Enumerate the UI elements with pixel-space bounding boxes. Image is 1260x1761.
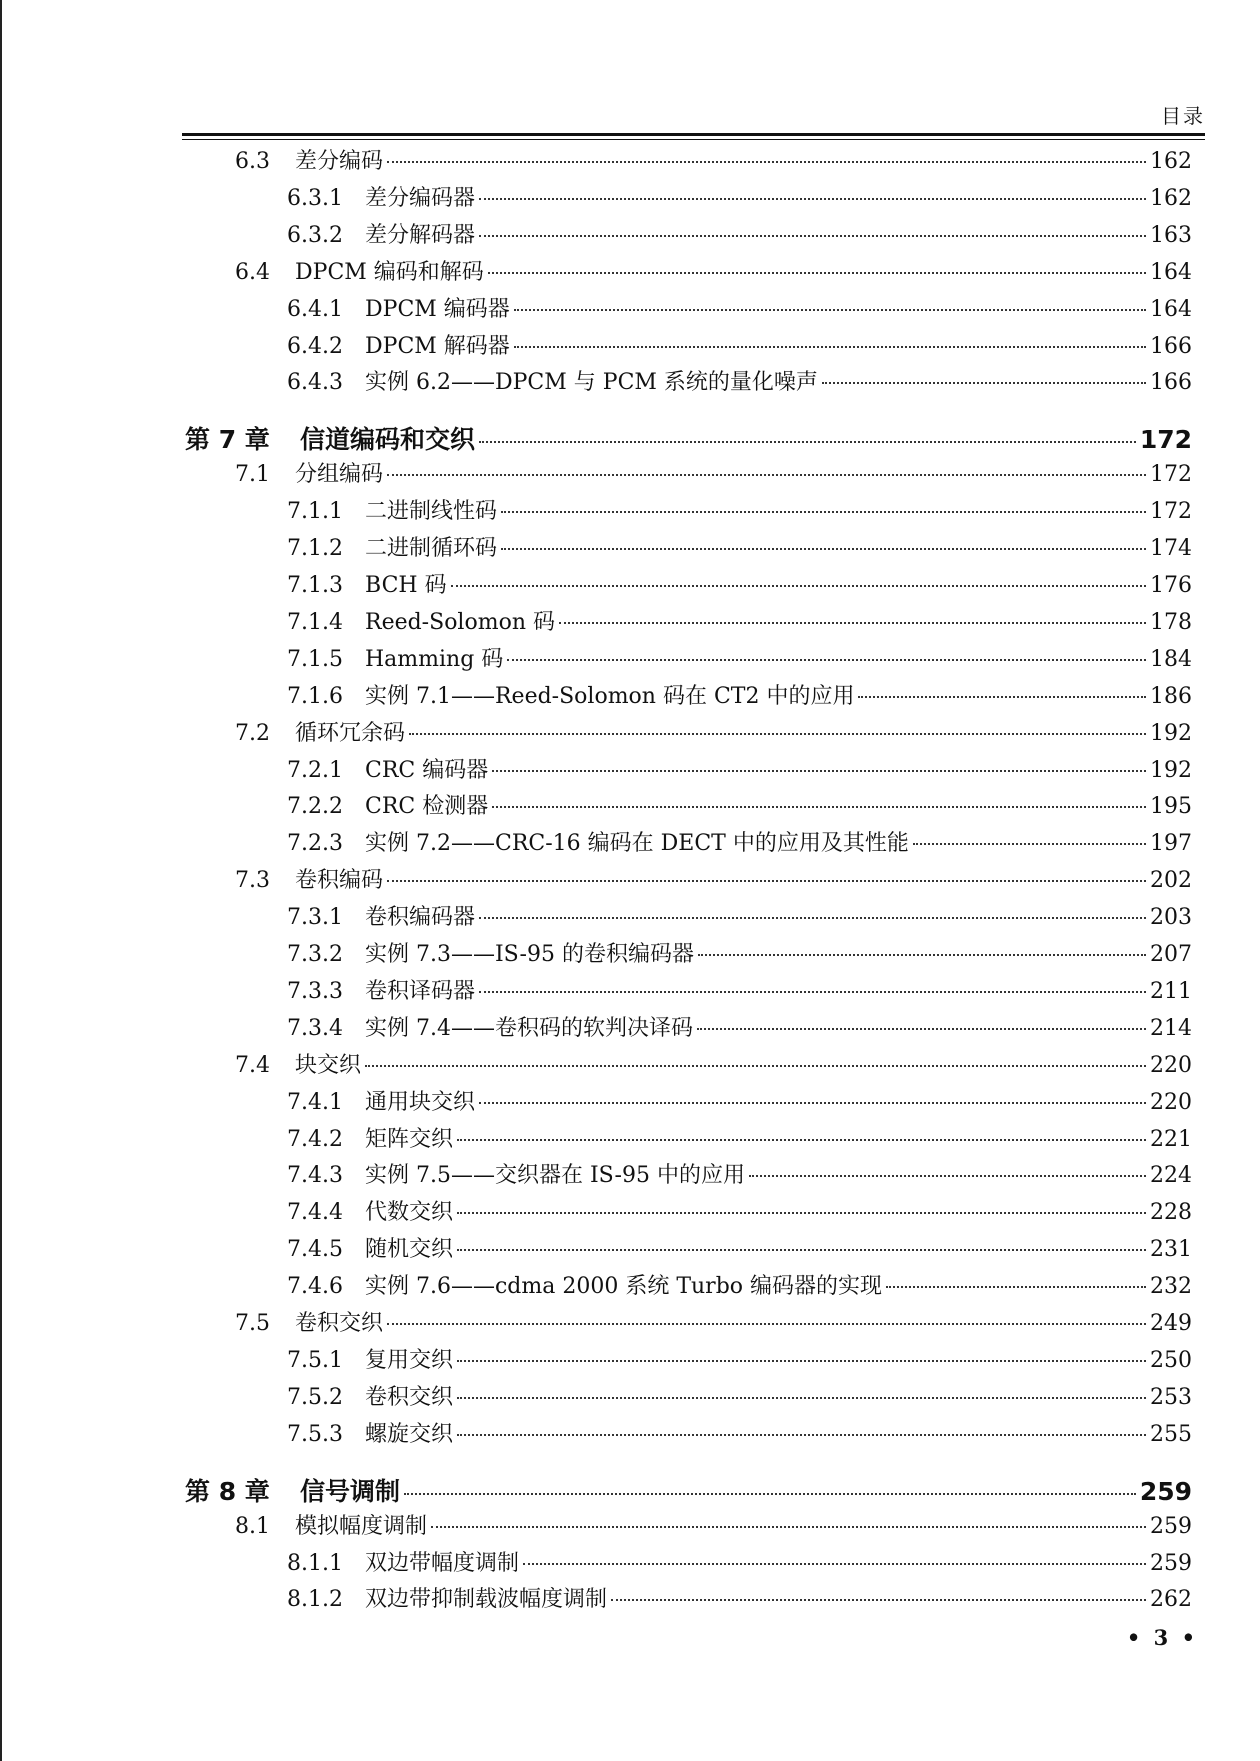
- toc-entry-title: 矩阵交织: [365, 1126, 454, 1152]
- toc-subsection-entry[interactable]: [287, 1011, 1192, 1047]
- toc-entry-page: 172: [1139, 425, 1192, 455]
- toc-entry-page: 220: [1150, 1052, 1192, 1078]
- toc-entry-page: 166: [1150, 333, 1192, 359]
- dot-leader: [611, 1599, 1146, 1601]
- dot-leader: [749, 1175, 1146, 1177]
- toc-entry-number: 7.1: [235, 462, 270, 488]
- toc-entry-page: 255: [1150, 1421, 1192, 1447]
- toc-section-entry[interactable]: [235, 144, 1192, 180]
- dot-leader: [404, 1493, 1136, 1495]
- toc-entry-number: 6.4.1: [287, 296, 343, 322]
- toc-entry-page: 172: [1150, 499, 1192, 525]
- toc-entry-page: 259: [1139, 1476, 1192, 1506]
- toc-entry-title: 信道编码和交织: [300, 425, 476, 455]
- toc-section-entry[interactable]: [235, 1509, 1192, 1545]
- toc-entry-number: 6.4.2: [287, 333, 343, 359]
- toc-entry-number: 7.5.1: [287, 1347, 343, 1373]
- toc-entry-title: Reed-Solomon 码: [365, 609, 555, 635]
- toc-entry-number: 7.3.3: [287, 978, 343, 1004]
- toc-entry-page: 224: [1150, 1163, 1192, 1189]
- toc-entry-number: 7.2: [235, 720, 270, 746]
- toc-entry-number: 7.3.1: [287, 905, 343, 931]
- toc-entry-page: 214: [1150, 1015, 1192, 1041]
- toc-subsection-entry[interactable]: [287, 1546, 1192, 1582]
- toc-entry-page: 249: [1150, 1311, 1192, 1336]
- page-number: • 3 •: [1126, 1625, 1198, 1650]
- toc-entry-page: 262: [1150, 1587, 1192, 1613]
- toc-entry-title: 实例 7.6——cdma 2000 系统 Turbo 编码器的实现: [365, 1274, 883, 1300]
- dot-leader: [387, 474, 1146, 476]
- toc-entry-page: 178: [1150, 609, 1192, 635]
- dot-leader: [457, 1139, 1146, 1141]
- toc-entry-title: 块交织: [295, 1052, 362, 1078]
- toc-subsection-entry[interactable]: [287, 292, 1192, 328]
- toc-entry-number: 7.2.1: [287, 757, 343, 783]
- toc-entry-page: 202: [1150, 868, 1192, 894]
- toc-entry-page: 228: [1150, 1200, 1192, 1226]
- toc-entry-number: 6.4.3: [287, 370, 343, 396]
- toc-entry-number: 7.3.4: [287, 1015, 343, 1041]
- toc-subsection-entry[interactable]: [287, 329, 1192, 365]
- toc-entry-page: 211: [1150, 978, 1192, 1004]
- toc-entry-title: 实例 7.4——卷积码的软判决译码: [365, 1015, 693, 1041]
- toc-entry-title: 实例 7.2——CRC-16 编码在 DECT 中的应用及其性能: [365, 831, 909, 857]
- toc-entry-number: 8.1.1: [287, 1550, 343, 1576]
- toc-entry-number: 7.2.2: [287, 794, 343, 820]
- toc-entry-title: 二进制循环码: [365, 536, 498, 562]
- toc-entry-number: 7.3.2: [287, 942, 343, 967]
- dot-leader: [479, 235, 1146, 237]
- dot-leader: [479, 198, 1146, 200]
- toc-entry-number: 7.2.3: [287, 831, 343, 857]
- dot-leader: [501, 511, 1146, 513]
- toc-subsection-entry[interactable]: [287, 1085, 1192, 1121]
- dot-leader: [507, 659, 1146, 661]
- toc-entry-title: 差分编码: [295, 149, 384, 174]
- toc-subsection-entry[interactable]: [287, 1232, 1192, 1268]
- toc-entry-title: BCH 码: [365, 573, 447, 598]
- toc-subsection-entry[interactable]: [287, 974, 1192, 1010]
- toc-entry-title: 随机交织: [365, 1237, 454, 1263]
- toc-entry-page: 192: [1150, 757, 1192, 783]
- toc-entry-title: CRC 编码器: [365, 757, 489, 783]
- toc-subsection-entry[interactable]: [287, 1417, 1192, 1453]
- toc-subsection-entry[interactable]: [287, 789, 1192, 825]
- toc-subsection-entry[interactable]: [287, 679, 1192, 715]
- dot-leader: [387, 1323, 1146, 1325]
- toc-entry-number: 7.4.1: [287, 1089, 343, 1115]
- toc-subsection-entry[interactable]: [287, 568, 1192, 604]
- toc-entry-title: 二进制线性码: [365, 499, 498, 525]
- toc-entry-title: 双边带抑制载波幅度调制: [365, 1587, 608, 1613]
- toc-entry-number: 6.3.2: [287, 222, 343, 248]
- dot-leader: [492, 806, 1146, 808]
- toc-entry-number: 8.1: [235, 1513, 270, 1539]
- dot-leader: [822, 382, 1146, 384]
- toc-entry-page: 184: [1150, 646, 1192, 672]
- dot-leader: [479, 991, 1146, 993]
- toc-entry-page: 250: [1150, 1347, 1192, 1373]
- toc-entry-number: 7.5.3: [287, 1421, 343, 1447]
- toc-entry-title: 卷积编码: [295, 868, 384, 894]
- dot-leader: [457, 1249, 1146, 1251]
- toc-entry-number: 7.1.4: [287, 609, 343, 635]
- dot-leader: [387, 880, 1146, 882]
- toc-entry-number: 7.4.4: [287, 1200, 343, 1226]
- dot-leader: [514, 346, 1146, 348]
- toc-subsection-entry[interactable]: [287, 937, 1192, 973]
- toc-entry-number: 7.5.2: [287, 1384, 343, 1410]
- toc-entry-page: 220: [1150, 1089, 1192, 1115]
- toc-entry-title: 卷积交织: [365, 1384, 454, 1410]
- toc-entry-title: DPCM 解码器: [365, 333, 510, 359]
- toc-entry-page: 232: [1150, 1274, 1192, 1300]
- toc-entry-number: 8.1.2: [287, 1587, 343, 1613]
- toc-entry-title: 卷积交织: [295, 1311, 384, 1336]
- toc-entry-page: 172: [1150, 462, 1192, 488]
- toc-subsection-entry[interactable]: [287, 605, 1192, 641]
- dot-leader: [479, 441, 1136, 443]
- toc-chapter-entry[interactable]: [185, 420, 1192, 456]
- toc-entry-number: 7.4.6: [287, 1274, 343, 1300]
- toc-subsection-entry[interactable]: [287, 1380, 1192, 1416]
- toc-entry-number: 第 7 章: [185, 425, 270, 455]
- dot-leader: [457, 1212, 1146, 1214]
- toc-entry-page: 259: [1150, 1550, 1192, 1576]
- toc-subsection-entry[interactable]: [287, 1343, 1192, 1379]
- toc-entry-page: 162: [1150, 149, 1192, 174]
- dot-leader: [387, 161, 1146, 163]
- toc-subsection-entry[interactable]: [287, 753, 1192, 789]
- dot-leader: [431, 1526, 1146, 1528]
- toc-entry-page: 176: [1150, 573, 1192, 598]
- toc-entry-title: 实例 7.5——交织器在 IS-95 中的应用: [365, 1163, 745, 1189]
- toc-entry-number: 第 8 章: [185, 1476, 270, 1506]
- toc-subsection-entry[interactable]: [287, 642, 1192, 678]
- toc-entry-number: 7.1.2: [287, 536, 343, 562]
- toc-subsection-entry[interactable]: [287, 531, 1192, 567]
- toc-subsection-entry[interactable]: [287, 1122, 1192, 1158]
- toc-section-entry[interactable]: [235, 1306, 1192, 1342]
- toc-subsection-entry[interactable]: [287, 900, 1192, 936]
- toc-subsection-entry[interactable]: [287, 1158, 1192, 1194]
- dot-leader: [501, 548, 1146, 550]
- toc-entry-number: 6.3.1: [287, 185, 343, 211]
- dot-leader: [457, 1397, 1146, 1399]
- toc-entry-title: Hamming 码: [365, 646, 504, 672]
- dot-leader: [479, 1102, 1146, 1104]
- dot-leader: [492, 770, 1146, 772]
- toc-entry-number: 6.3: [235, 149, 270, 174]
- dot-leader: [559, 622, 1146, 624]
- toc-entry-title: 实例 7.1——Reed-Solomon 码在 CT2 中的应用: [365, 683, 855, 709]
- running-header-title: 目录: [1161, 104, 1205, 128]
- toc-entry-page: 231: [1150, 1237, 1192, 1263]
- header-rule-thick: [182, 133, 1205, 136]
- toc-entry-page: 164: [1150, 296, 1192, 322]
- dot-leader: [523, 1563, 1146, 1565]
- toc-entry-number: 7.1.6: [287, 683, 343, 709]
- toc-section-entry[interactable]: [235, 1048, 1192, 1084]
- toc-entry-number: 7.1.5: [287, 646, 343, 672]
- toc-section-entry[interactable]: [235, 457, 1192, 493]
- toc-entry-page: 174: [1150, 536, 1192, 562]
- dot-leader: [457, 1434, 1146, 1436]
- toc-entry-page: 195: [1150, 794, 1192, 820]
- toc-subsection-entry[interactable]: [287, 1582, 1192, 1618]
- toc-entry-title: DPCM 编码和解码: [295, 259, 484, 285]
- toc-entry-page: 166: [1150, 370, 1192, 396]
- toc-entry-page: 207: [1150, 942, 1192, 967]
- dot-leader: [457, 1360, 1146, 1362]
- toc-section-entry[interactable]: [235, 863, 1192, 899]
- scan-edge: [0, 0, 2, 1761]
- toc-entry-number: 7.4.5: [287, 1237, 343, 1263]
- dot-leader: [479, 917, 1146, 919]
- dot-leader: [409, 733, 1146, 735]
- toc-entry-number: 7.1.3: [287, 573, 343, 598]
- toc-entry-page: 203: [1150, 905, 1192, 931]
- toc-entry-title: 实例 7.3——IS-95 的卷积编码器: [365, 942, 694, 967]
- dot-leader: [858, 696, 1146, 698]
- toc-entry-title: 模拟幅度调制: [295, 1513, 428, 1539]
- dot-leader: [697, 1028, 1146, 1030]
- toc-chapter-entry[interactable]: [185, 1472, 1192, 1508]
- toc-entry-title: CRC 检测器: [365, 794, 489, 820]
- dot-leader: [365, 1065, 1146, 1067]
- toc-entry-page: 163: [1150, 222, 1192, 248]
- toc-entry-title: 螺旋交织: [365, 1421, 454, 1447]
- header-rule-thin: [182, 139, 1205, 140]
- toc-entry-title: 代数交织: [365, 1200, 454, 1226]
- toc-entry-number: 7.4: [235, 1052, 270, 1078]
- toc-subsection-entry[interactable]: [287, 218, 1192, 254]
- dot-leader: [698, 954, 1146, 956]
- toc-entry-number: 7.3: [235, 868, 270, 894]
- toc-entry-title: 卷积编码器: [365, 905, 476, 931]
- toc-subsection-entry[interactable]: [287, 494, 1192, 530]
- toc-entry-number: 7.1.1: [287, 499, 343, 525]
- dot-leader: [451, 585, 1146, 587]
- toc-subsection-entry[interactable]: [287, 365, 1192, 401]
- toc-entry-page: 164: [1150, 259, 1192, 285]
- toc-entry-title: 卷积译码器: [365, 978, 476, 1004]
- toc-subsection-entry[interactable]: [287, 1269, 1192, 1305]
- toc-entry-page: 162: [1150, 185, 1192, 211]
- toc-entry-page: 186: [1150, 683, 1192, 709]
- toc-entry-title: 双边带幅度调制: [365, 1550, 520, 1576]
- toc-entry-title: 差分解码器: [365, 222, 476, 248]
- toc-entry-page: 259: [1150, 1513, 1192, 1539]
- toc-entry-title: DPCM 编码器: [365, 296, 510, 322]
- toc-entry-title: 信号调制: [300, 1476, 401, 1506]
- toc-entry-page: 221: [1150, 1126, 1192, 1152]
- dot-leader: [488, 272, 1146, 274]
- toc-subsection-entry[interactable]: [287, 1195, 1192, 1231]
- toc-subsection-entry[interactable]: [287, 181, 1192, 217]
- toc-entry-title: 复用交织: [365, 1347, 454, 1373]
- toc-entry-number: 7.4.3: [287, 1163, 343, 1189]
- toc-section-entry[interactable]: [235, 255, 1192, 291]
- toc-entry-title: 分组编码: [295, 462, 384, 488]
- toc-entry-page: 197: [1150, 831, 1192, 857]
- toc-entry-title: 差分编码器: [365, 185, 476, 211]
- toc-entry-number: 6.4: [235, 259, 270, 285]
- toc-entry-number: 7.4.2: [287, 1126, 343, 1152]
- toc-entry-number: 7.5: [235, 1311, 270, 1336]
- toc-entry-page: 192: [1150, 720, 1192, 746]
- toc-entry-title: 实例 6.2——DPCM 与 PCM 系统的量化噪声: [365, 370, 818, 396]
- dot-leader: [913, 843, 1146, 845]
- toc-subsection-entry[interactable]: [287, 826, 1192, 862]
- dot-leader: [886, 1286, 1146, 1288]
- dot-leader: [514, 309, 1146, 311]
- toc-section-entry[interactable]: [235, 716, 1192, 752]
- toc-entry-title: 循环冗余码: [295, 720, 406, 746]
- toc-entry-title: 通用块交织: [365, 1089, 476, 1115]
- toc-entry-page: 253: [1150, 1384, 1192, 1410]
